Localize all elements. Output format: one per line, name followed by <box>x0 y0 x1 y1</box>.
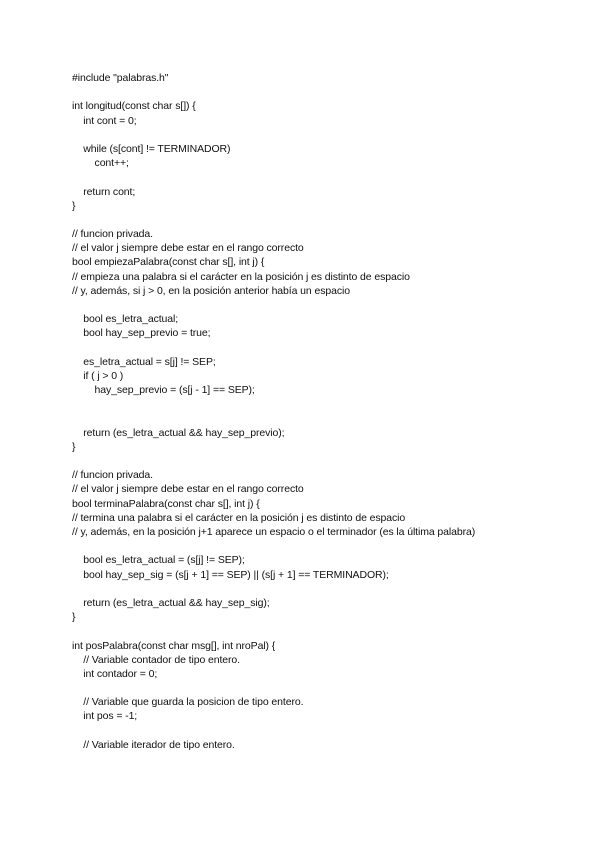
code-line: bool empiezaPalabra(const char s[], int j) { <box>72 256 265 269</box>
code-listing <box>72 71 582 752</box>
code-line <box>72 85 582 99</box>
code-line: int longitud(const char s[]) { <box>72 100 196 113</box>
code-line: while (s[cont] != TERMINADOR) <box>72 142 231 155</box>
code-line: // Variable contador de tipo entero. <box>72 653 240 666</box>
code-line: // el valor j siempre debe estar en el rango correcto <box>72 483 304 496</box>
code-line: } <box>72 440 76 453</box>
code-line <box>72 582 582 596</box>
code-line: bool es_letra_actual = (s[j] != SEP); <box>72 554 245 567</box>
code-line: // Variable iterador de tipo entero. <box>72 738 235 751</box>
code-line <box>72 341 582 355</box>
code-line: int cont = 0; <box>72 114 137 127</box>
code-line <box>72 724 582 738</box>
code-line: hay_sep_previo = (s[j - 1] == SEP); <box>72 384 255 397</box>
code-line: bool es_letra_actual; <box>72 313 179 326</box>
code-line: int contador = 0; <box>72 667 158 680</box>
code-line: cont++; <box>72 157 129 170</box>
code-line <box>72 213 582 227</box>
code-line: return cont; <box>72 185 136 198</box>
code-line: bool terminaPalabra(const char s[], int j) { <box>72 497 260 510</box>
code-line: // funcion privada. <box>72 469 153 482</box>
code-line <box>72 539 582 553</box>
code-line <box>72 128 582 142</box>
code-line <box>72 454 582 468</box>
code-line: int pos = -1; <box>72 710 138 723</box>
code-line: } <box>72 199 76 212</box>
code-line: return (es_letra_actual && hay_sep_previo); <box>72 426 285 439</box>
code-line: // el valor j siempre debe estar en el rango correcto <box>72 242 304 255</box>
code-line: int posPalabra(const char msg[], int nroPal) { <box>72 639 276 652</box>
code-line: bool hay_sep_sig = (s[j + 1] == SEP) || (s[j + 1] == TERMINADOR); <box>72 568 389 581</box>
code-line: // termina una palabra si el carácter en la posición j es distinto de espacio <box>72 511 406 524</box>
code-line: } <box>72 611 76 624</box>
code-line <box>72 170 582 184</box>
code-line: // empieza una palabra si el carácter en la posición j es distinto de espacio <box>72 270 410 283</box>
code-line: #include "palabras.h" <box>72 72 169 84</box>
code-line <box>72 298 582 312</box>
code-line: // y, además, en la posición j+1 aparece un espacio o el terminador (es la última palabra) <box>72 526 476 538</box>
code-line <box>72 624 582 638</box>
code-line: es_letra_actual = s[j] != SEP; <box>72 355 216 368</box>
code-line <box>72 397 582 411</box>
code-line <box>72 412 582 426</box>
code-line: // Variable que guarda la posicion de tipo entero. <box>72 696 304 709</box>
code-line: if ( j > 0 ) <box>72 369 124 382</box>
code-line <box>72 681 582 695</box>
code-line: // y, además, si j > 0, en la posición anterior había un espacio <box>72 284 350 297</box>
code-line: // funcion privada. <box>72 228 153 241</box>
code-line: bool hay_sep_previo = true; <box>72 327 211 340</box>
code-line: return (es_letra_actual && hay_sep_sig); <box>72 596 270 609</box>
